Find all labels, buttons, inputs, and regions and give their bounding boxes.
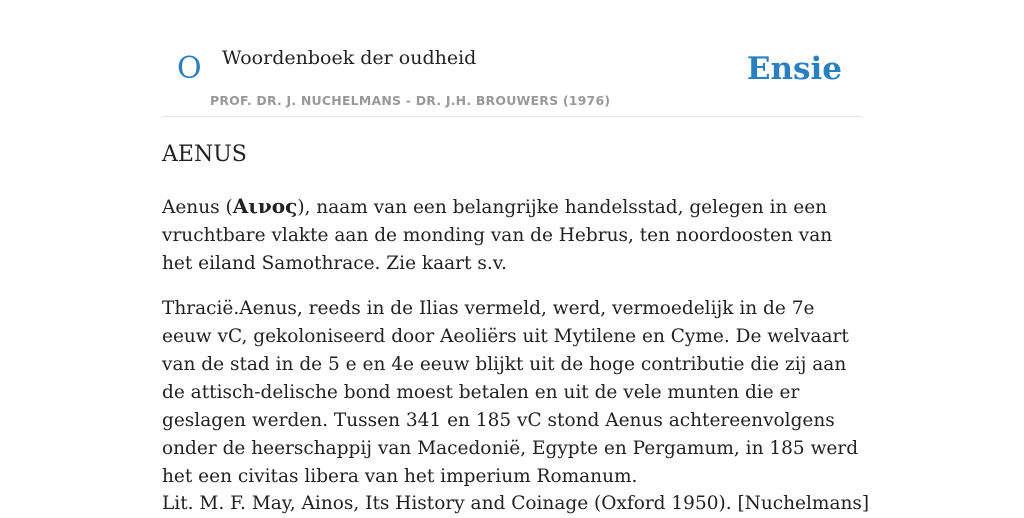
entry-paragraph-2: Thracië.Aenus, reeds in de Ilias vermeld, werd, vermoedelijk in de 7e eeuw vC, gekoloniseerd door Aeoliërs uit Mytilene en Cyme. De welvaart van de stad in de 5 e en 4e eeuw blijkt uit de hoge contributie die zij aan de attisch-delische bond moest betalen en uit de vele munten die er geslagen werden. Tussen 341 en 185 vC stond Aenus achtereenvolgens onder de heerschappij van Macedonië, Egypte en Pergamum, in 185 werd het een civitas libera van het imperium Romanum. [162,298,859,487]
book-title[interactable]: Woordenboek der oudheid [222,47,477,69]
entry-title: AENUS [162,142,247,167]
literature-reference: Lit. M. F. May, Ainos, Its History and Coinage (Oxford 1950). [Nuchelmans] [162,493,870,514]
paragraph-text: Aenus ( [162,197,233,218]
entry-paragraph-1 [162,192,862,278]
paragraph-text: ), naam van een belangrijke handelsstad, gelegen in een vruchtbare vlakte aan de monding van de Hebrus, ten noordoosten van het eiland Samothrace. Zie kaart s.v. [162,197,833,274]
greek-name: Αινος [232,194,298,218]
brand-logo[interactable]: Ensie [746,51,842,87]
index-letter[interactable]: O [177,51,202,86]
header [162,0,862,117]
page [162,0,870,514]
book-authors: PROF. DR. J. NUCHELMANS - DR. J.H. BROUWERS (1976) [210,93,611,108]
